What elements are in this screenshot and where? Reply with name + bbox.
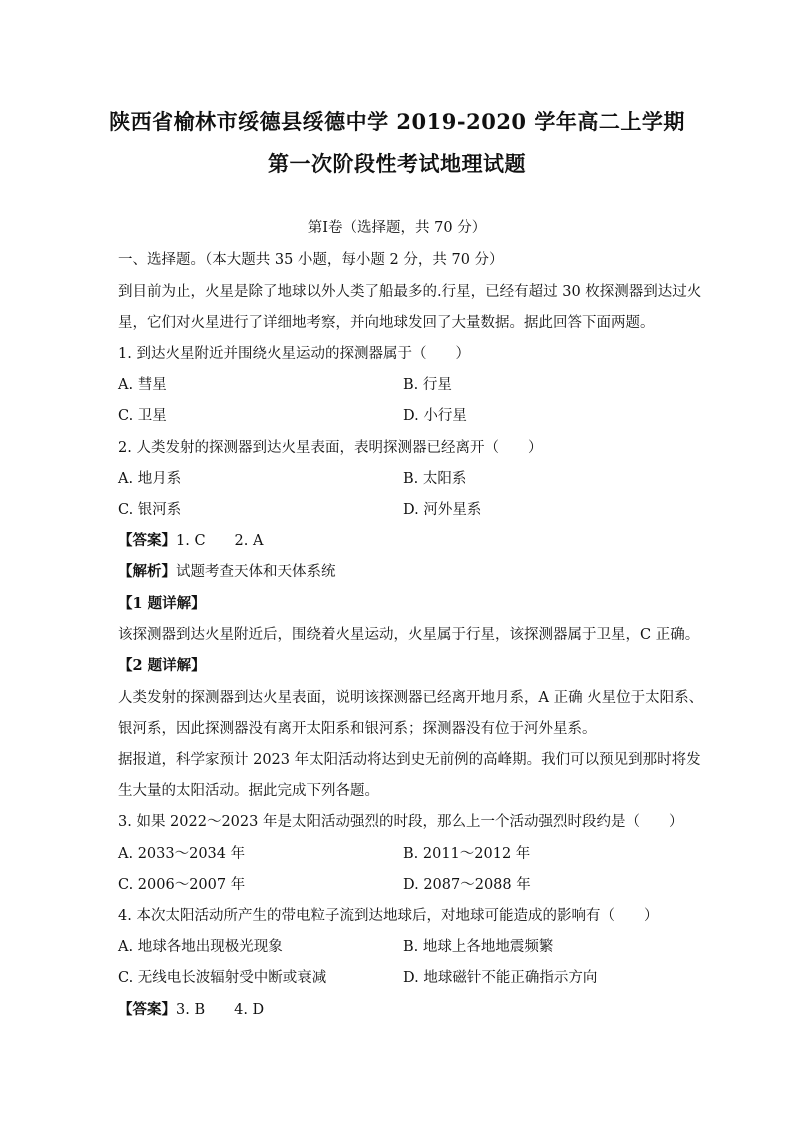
q3-option-c: C. 2006～2007 年 bbox=[118, 877, 246, 893]
q1-option-d: D. 小行星 bbox=[403, 408, 467, 424]
q4-option-c: C. 无线电长波辐射受中断或衰减 bbox=[118, 970, 327, 986]
q4-option-d: D. 地球磁针不能正确指示方向 bbox=[403, 970, 598, 986]
section-heading: 第Ⅰ卷（选择题，共 70 分） bbox=[307, 220, 487, 236]
detail2-label: 【2 题详解】 bbox=[118, 657, 206, 674]
answer2-text: 3. B 4. D bbox=[176, 1002, 265, 1018]
q1-option-c: C. 卫星 bbox=[118, 408, 167, 424]
answer1-label: 【答案】 bbox=[118, 532, 176, 549]
detail2-line2: 银河系，因此探测器没有离开太阳系和银河系；探测器没有位于河外星系。 bbox=[118, 721, 597, 737]
passage1-line2: 星，它们对火星进行了详细地考察，并向地球发回了大量数据。据此回答下面两题。 bbox=[118, 315, 655, 331]
q4-option-a: A. 地球各地出现极光现象 bbox=[118, 939, 283, 955]
q1-option-b: B. 行星 bbox=[403, 377, 452, 393]
q2-stem: 2. 人类发射的探测器到达火星表面，表明探测器已经离开（ ） bbox=[118, 440, 543, 456]
answer1-text: 1. C 2. A bbox=[176, 533, 264, 549]
document-title-line1: 陕西省榆林市绥德县绥德中学 2019-2020 学年高二上学期 bbox=[109, 109, 685, 134]
q1-stem: 1. 到达火星附近并围绕火星运动的探测器属于（ ） bbox=[118, 346, 470, 362]
answer2 bbox=[118, 998, 264, 1019]
q3-option-d: D. 2087～2088 年 bbox=[403, 877, 531, 893]
detail1-label: 【1 题详解】 bbox=[118, 595, 206, 612]
answer1 bbox=[118, 529, 263, 550]
passage2-line2: 生大量的太阳活动。据此完成下列各题。 bbox=[118, 783, 379, 799]
q3-option-b: B. 2011～2012 年 bbox=[403, 846, 531, 862]
q1-option-a: A. 彗星 bbox=[118, 377, 167, 393]
q4-option-b: B. 地球上各地地震频繁 bbox=[403, 939, 554, 955]
passage2-line1: 据报道，科学家预计 2023 年太阳活动将达到史无前例的高峰期。我们可以预见到那时将发 bbox=[118, 752, 701, 768]
q3-stem: 3. 如果 2022～2023 年是太阳活动强烈的时段，那么上一个活动强烈时段约是（ ） bbox=[118, 814, 684, 830]
q2-option-b: B. 太阳系 bbox=[403, 471, 467, 487]
q2-option-c: C. 银河系 bbox=[118, 502, 182, 518]
detail2-line1: 人类发射的探测器到达火星表面，说明该探测器已经离开地月系，A 正确 火星位于太阳系、 bbox=[118, 690, 704, 706]
analysis1-label: 【解析】 bbox=[118, 563, 176, 580]
section-instruction: 一、选择题。（本大题共 35 小题，每小题 2 分，共 70 分） bbox=[118, 252, 504, 268]
q3-option-a: A. 2033～2034 年 bbox=[118, 846, 246, 862]
q2-option-d: D. 河外星系 bbox=[403, 502, 482, 518]
analysis1-text: 试题考查天体和天体系统 bbox=[176, 564, 336, 580]
q2-option-a: A. 地月系 bbox=[118, 471, 182, 487]
analysis1 bbox=[118, 560, 336, 581]
answer2-label: 【答案】 bbox=[118, 1001, 176, 1018]
detail1-text: 该探测器到达火星附近后，围绕着火星运动，火星属于行星，该探测器属于卫星，C 正确。 bbox=[118, 627, 700, 643]
q4-stem: 4. 本次太阳活动所产生的带电粒子流到达地球后，对地球可能造成的影响有（ ） bbox=[118, 908, 659, 924]
document-title-line2: 第一次阶段性考试地理试题 bbox=[268, 151, 526, 176]
passage1-line1: 到目前为止，火星是除了地球以外人类了船最多的.行星，已经有超过 30 枚探测器到达过火 bbox=[118, 284, 702, 300]
